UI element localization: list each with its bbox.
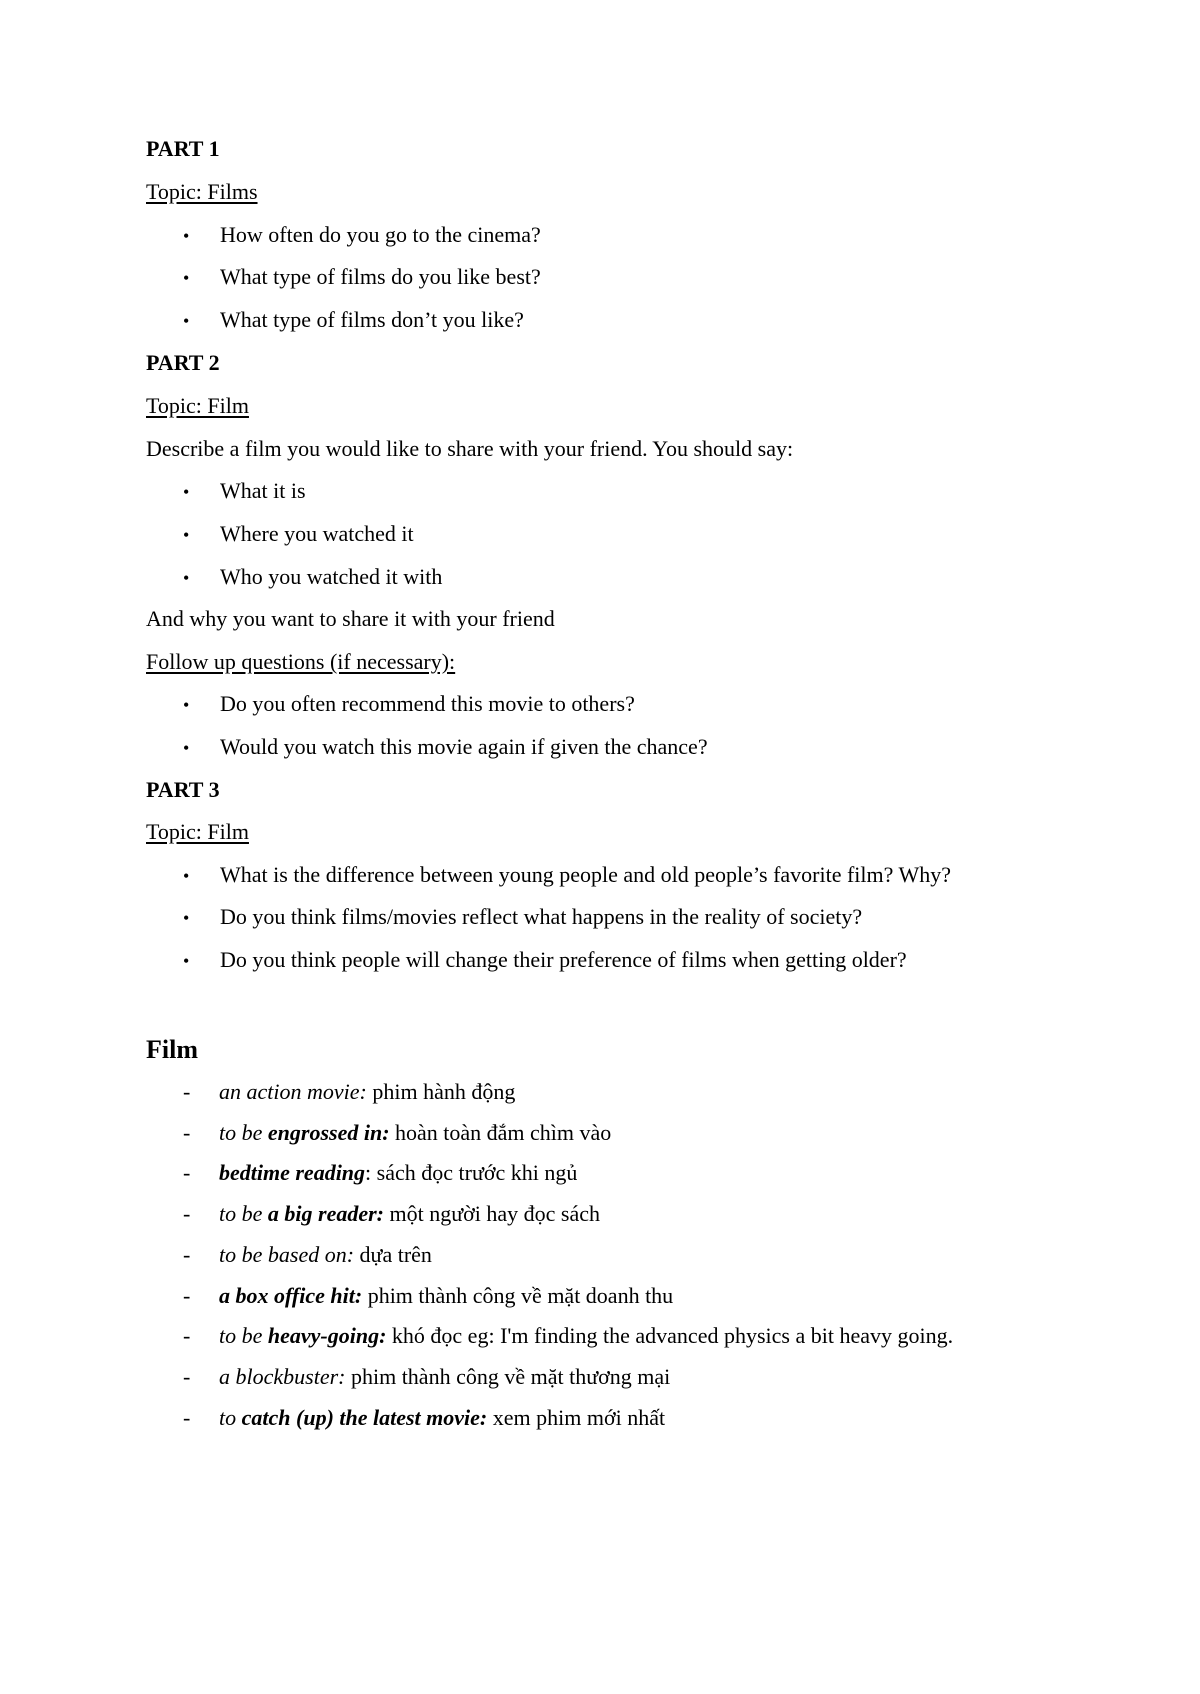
vocab-meaning: dựa trên: [354, 1242, 432, 1267]
list-item: [183, 947, 907, 974]
part2-closing: And why you want to share it with your friend: [146, 606, 555, 631]
vocab-meaning: phim thành công về mặt thương mại: [345, 1364, 671, 1389]
list-item: [183, 264, 541, 291]
vocab-term-bold: bedtime reading: [219, 1160, 366, 1185]
vocab-item: [183, 1079, 516, 1105]
dash-icon: -: [183, 1364, 191, 1389]
part1-heading: PART 1: [146, 136, 220, 161]
dash-icon: -: [183, 1323, 191, 1348]
point-text: Where you watched it: [220, 521, 414, 546]
list-item: [183, 478, 306, 505]
vocab-term: to be: [219, 1120, 268, 1145]
list-item: [183, 734, 708, 761]
bullet-icon: •: [183, 311, 190, 331]
question-text: Do you think people will change their preference of films when getting older?: [220, 947, 907, 972]
followup-label: Follow up questions (if necessary):: [146, 649, 456, 674]
vocab-term: an action movie:: [219, 1079, 367, 1104]
part3-topic: Topic: Film: [146, 819, 249, 844]
vocab-term-bold: engrossed in:: [267, 1120, 390, 1145]
list-item: [183, 904, 863, 931]
vocab-item: [183, 1405, 666, 1431]
vocab-meaning: một người hay đọc sách: [383, 1201, 600, 1226]
part2-topic: Topic: Film: [146, 393, 249, 418]
list-item: [183, 222, 541, 249]
vocab-term-bold: heavy-going:: [267, 1323, 387, 1348]
bullet-icon: •: [183, 482, 190, 502]
vocab-meaning: khó đọc eg: I'm finding the advanced physics a bit heavy going.: [386, 1323, 954, 1348]
vocab-term-bold: catch (up) the latest movie:: [241, 1405, 488, 1430]
bullet-icon: •: [183, 695, 190, 715]
question-text: What type of films do you like best?: [220, 264, 541, 289]
question-text: Do you think films/movies reflect what happens in the reality of society?: [220, 904, 863, 929]
point-text: What it is: [220, 478, 306, 503]
list-item: [183, 691, 635, 718]
vocab-term: to be: [219, 1323, 268, 1348]
dash-icon: -: [183, 1405, 191, 1430]
vocab-meaning: phim hành động: [366, 1079, 516, 1104]
vocab-item: [183, 1160, 578, 1186]
vocab-meaning: : sách đọc trước khi ngủ: [365, 1160, 578, 1185]
vocab-item: [183, 1120, 612, 1146]
part1-topic: Topic: Films: [146, 179, 258, 204]
point-text: Who you watched it with: [220, 564, 443, 589]
list-item: [183, 307, 524, 334]
list-item: [183, 521, 414, 548]
question-text: What is the difference between young people and old people’s favorite film? Why?: [220, 862, 952, 887]
vocab-term: a blockbuster:: [219, 1364, 346, 1389]
vocab-meaning: phim thành công về mặt doanh thu: [362, 1283, 674, 1308]
bullet-icon: •: [183, 908, 190, 928]
vocab-term-bold: a box office hit:: [219, 1283, 363, 1308]
dash-icon: -: [183, 1242, 191, 1267]
vocab-meaning: xem phim mới nhất: [487, 1405, 666, 1430]
vocab-item: [183, 1242, 432, 1268]
part3-heading: PART 3: [146, 777, 220, 802]
dash-icon: -: [183, 1201, 191, 1226]
dash-icon: -: [183, 1079, 191, 1104]
vocab-term-bold: a big reader:: [267, 1201, 384, 1226]
question-text: How often do you go to the cinema?: [220, 222, 541, 247]
vocab-meaning: hoàn toàn đắm chìm vào: [389, 1120, 612, 1145]
followup-text: Would you watch this movie again if given the chance?: [220, 734, 708, 759]
dash-icon: -: [183, 1283, 191, 1308]
vocab-term: to be based on:: [219, 1242, 355, 1267]
bullet-icon: •: [183, 866, 190, 886]
list-item: [183, 564, 443, 591]
bullet-icon: •: [183, 525, 190, 545]
bullet-icon: •: [183, 268, 190, 288]
vocab-term: to be: [219, 1201, 268, 1226]
part2-heading: PART 2: [146, 350, 220, 375]
vocab-item: [183, 1283, 674, 1309]
dash-icon: -: [183, 1120, 191, 1145]
bullet-icon: •: [183, 738, 190, 758]
vocab-item: [183, 1201, 600, 1227]
bullet-icon: •: [183, 568, 190, 588]
followup-text: Do you often recommend this movie to others?: [220, 691, 635, 716]
dash-icon: -: [183, 1160, 191, 1185]
question-text: What type of films don’t you like?: [220, 307, 524, 332]
vocab-title: Film: [146, 1035, 198, 1064]
bullet-icon: •: [183, 951, 190, 971]
list-item: [183, 862, 952, 889]
part2-prompt: Describe a film you would like to share with your friend. You should say:: [146, 436, 794, 461]
vocab-item: [183, 1364, 671, 1390]
bullet-icon: •: [183, 226, 190, 246]
vocab-item: [183, 1323, 954, 1349]
vocab-term: to: [219, 1405, 242, 1430]
